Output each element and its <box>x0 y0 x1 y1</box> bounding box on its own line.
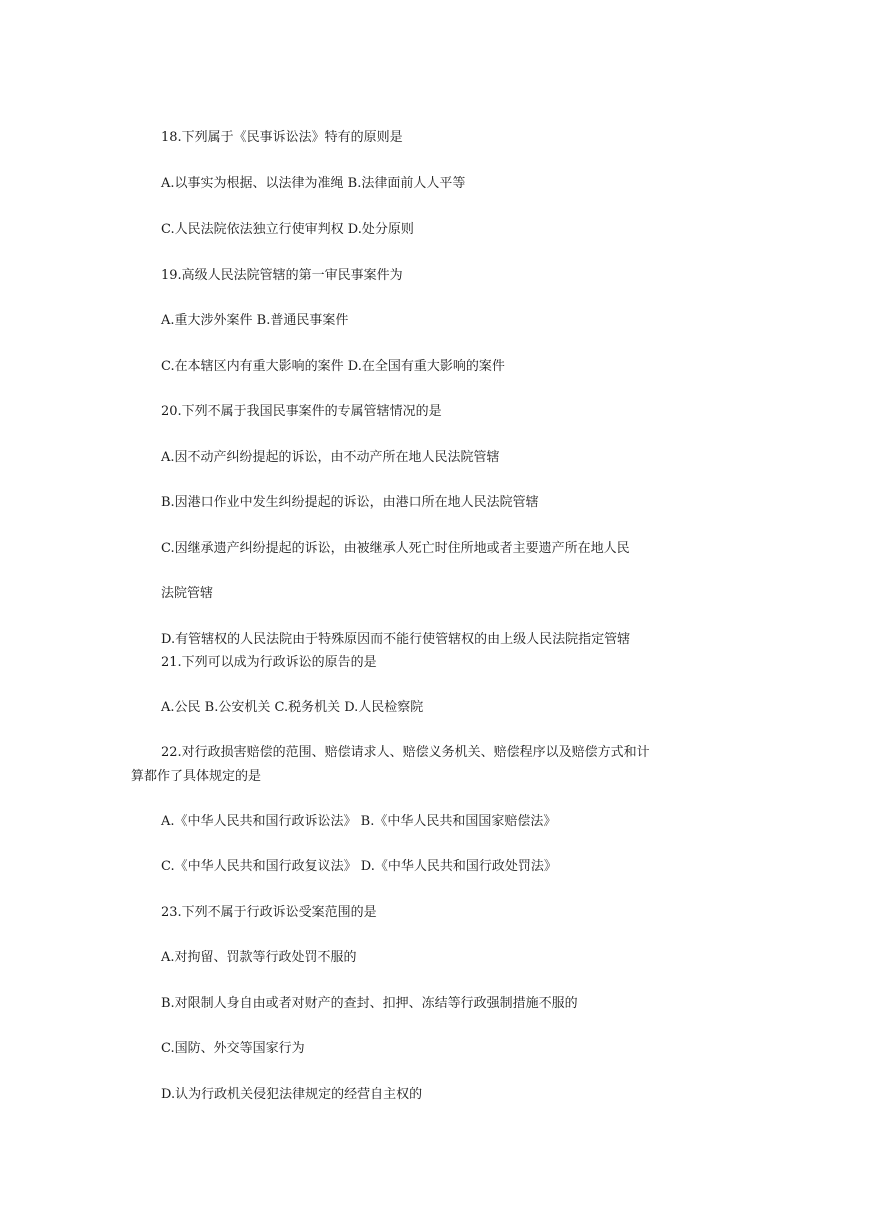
q18-options-ab: A.以事实为根据、以法律为准绳 B.法律面前人人平等 <box>161 176 466 191</box>
q20-option-c: C.因继承遗产纠纷提起的诉讼，由被继承人死亡时住所地或者主要遗产所在地人民 <box>161 541 630 556</box>
q18-options-cd: C.人民法院依法独立行使审判权 D.处分原则 <box>161 222 414 237</box>
question-23: 23.下列不属于行政诉讼受案范围的是 <box>161 905 377 920</box>
q23-option-a: A.对拘留、罚款等行政处罚不服的 <box>161 950 357 965</box>
q22-options-cd: C.《中华人民共和国行政复议法》 D.《中华人民共和国行政处罚法》 <box>161 859 557 874</box>
question-20: 20.下列不属于我国民事案件的专属管辖情况的是 <box>161 404 442 419</box>
q23-option-d: D.认为行政机关侵犯法律规定的经营自主权的 <box>161 1087 423 1102</box>
question-22: 22.对行政损害赔偿的范围、赔偿请求人、赔偿义务机关、赔偿程序以及赔偿方式和计 <box>161 745 650 760</box>
question-21: 21.下列可以成为行政诉讼的原告的是 <box>161 655 377 670</box>
question-19: 19.高级人民法院管辖的第一审民事案件为 <box>161 268 403 283</box>
q21-options: A.公民 B.公安机关 C.税务机关 D.人民检察院 <box>161 700 424 715</box>
q20-option-d: D.有管辖权的人民法院由于特殊原因而不能行使管辖权的由上级人民法院指定管辖 <box>161 632 631 647</box>
question-22-continued: 算都作了具体规定的是 <box>131 769 262 784</box>
q19-options-cd: C.在本辖区内有重大影响的案件 D.在全国有重大影响的案件 <box>161 359 505 374</box>
q20-option-b: B.因港口作业中发生纠纷提起的诉讼，由港口所在地人民法院管辖 <box>161 495 539 510</box>
q19-options-ab: A.重大涉外案件 B.普通民事案件 <box>161 313 349 328</box>
q20-option-c-continued: 法院管辖 <box>161 586 214 601</box>
q23-option-c: C.国防、外交等国家行为 <box>161 1041 305 1056</box>
question-18: 18.下列属于《民事诉讼法》特有的原则是 <box>161 130 403 145</box>
q22-options-ab: A.《中华人民共和国行政诉讼法》 B.《中华人民共和国国家赔偿法》 <box>161 814 557 829</box>
q20-option-a: A.因不动产纠纷提起的诉讼，由不动产所在地人民法院管辖 <box>161 450 500 465</box>
q23-option-b: B.对限制人身自由或者对财产的查封、扣押、冻结等行政强制措施不服的 <box>161 996 578 1011</box>
